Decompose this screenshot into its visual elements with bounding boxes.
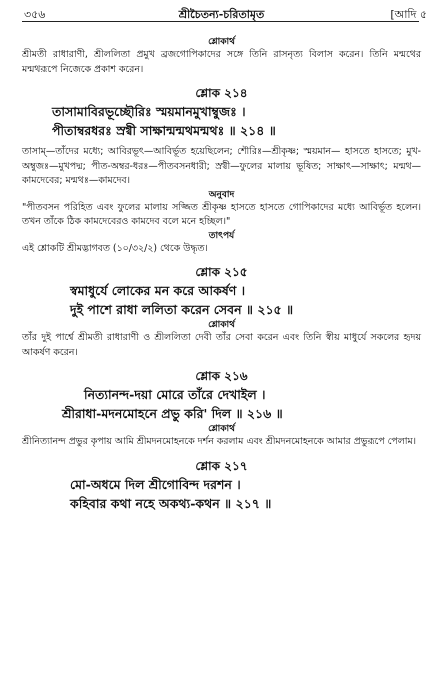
- verse-line: কহিবার কথা নহে অকথ্য-কথন ॥ ২১৭ ॥: [70, 495, 272, 511]
- section-marker: [আদি ৫: [390, 8, 427, 21]
- verse-heading-215: শ্লোক ২১৫: [195, 265, 248, 279]
- translation-text: তাঁর দুই পার্শ্বে শ্রীমতী রাধারাণী ও শ্রীললিতা দেবী তাঁর সেবা করেন এবং তিনি স্বীয় মাধুর্যে সকলের হৃদয় আকর্ষণ করেন।: [22, 332, 421, 358]
- page-number: ৩৫৬: [24, 8, 46, 21]
- translation-label: শ্লোকার্থ: [208, 424, 235, 434]
- header-rule: [22, 21, 419, 22]
- verse-line: দুই পাশে রাধা ললিতা করেন সেবন ॥ ২১৫ ॥: [70, 302, 294, 317]
- translation-label: শ্লোকার্থ: [208, 320, 235, 330]
- translation-label: অনুবাদ: [208, 189, 235, 200]
- translation-text: শ্রীমতী রাধারাণী, শ্রীললিতা প্রমুখ ব্রজগোপিকাদের সঙ্গে তিনি রাসনৃত্য বিলাস করেন। তিনি মন্মথের মন্মথরূপে নিজেকে প্রকাশ করেন।: [22, 49, 421, 75]
- verse-heading-214: শ্লোক ২১৪: [195, 86, 248, 100]
- verse-line: তাসামাবিরভূচ্ছৌরিঃ স্ময়মানমুখাম্বুজঃ ।: [52, 104, 246, 119]
- purport-label: তাৎপর্য: [208, 230, 235, 241]
- translation-text: "পীতবসন পরিহিত এবং ফুলের মালায় সজ্জিত শ্রীকৃষ্ণ হাসতে হাসতে গোপিকাদের মধ্যে আবির্ভূত হলেন। তখন তাঁকে ঠিক কামদেবেরও কামদেব বলে মনে হচ্ছিল।": [22, 201, 421, 227]
- verse-line: মো-অধমে দিল শ্রীগোবিন্দ দরশন ।: [70, 476, 241, 492]
- verse-line: স্বমাধুর্যে লোকের মন করে আকর্ষণ ।: [70, 283, 246, 298]
- purport-text: এই শ্লোকটি শ্রীমদ্ভাগবত (১০/৩২/২) থেকে উদ্ধৃত।: [22, 242, 208, 254]
- verse-heading-217: শ্লোক ২১৭: [195, 458, 248, 473]
- running-title: শ্রীচৈতন্য-চরিতামৃত: [178, 8, 265, 21]
- page-content: [22, 36, 421, 513]
- verse-line: শ্রীরাধা-মদনমোহনে প্রভু করি' দিল ॥ ২১৬ ॥: [62, 406, 283, 421]
- verse-line: নিত্যানন্দ-দয়া মোরে তাঁরে দেখাইল ।: [84, 387, 266, 402]
- verse-line: পীতাম্বরধরঃ স্রগ্বী সাক্ষান্মন্মথমন্মথঃ ॥ ২১৪ ॥: [52, 123, 276, 138]
- translation-text: শ্রীনিত্যানন্দ প্রভুর কৃপায় আমি শ্রীমদনমোহনকে দর্শন করলাম এবং শ্রীমদনমোহনকে আমার প্রভুরূপে পেলাম।: [22, 436, 417, 447]
- synonyms-text: তাসাম্—তাঁদের মধ্যে; আবিরভূৎ—আবির্ভূত হয়েছিলেন; শৌরিঃ—শ্রীকৃষ্ণ; স্ময়মান— হাসতে হাসতে; মুখ-অম্বুজঃ—মুখপদ্ম; পীত-অম্বর-ধরঃ—পীতবসনধারী; স্রগ্বী—ফুলের মালায় ভূষিত; সাক্ষাৎ—সাক্ষাৎ; মন্মথ—কামদেবের; মন্মথঃ—কামদেব।: [22, 146, 421, 186]
- verse-heading-216: শ্লোক ২১৬: [195, 369, 248, 383]
- translation-label: শ্লোকার্থ: [208, 37, 235, 47]
- page-header: [10, 4, 433, 22]
